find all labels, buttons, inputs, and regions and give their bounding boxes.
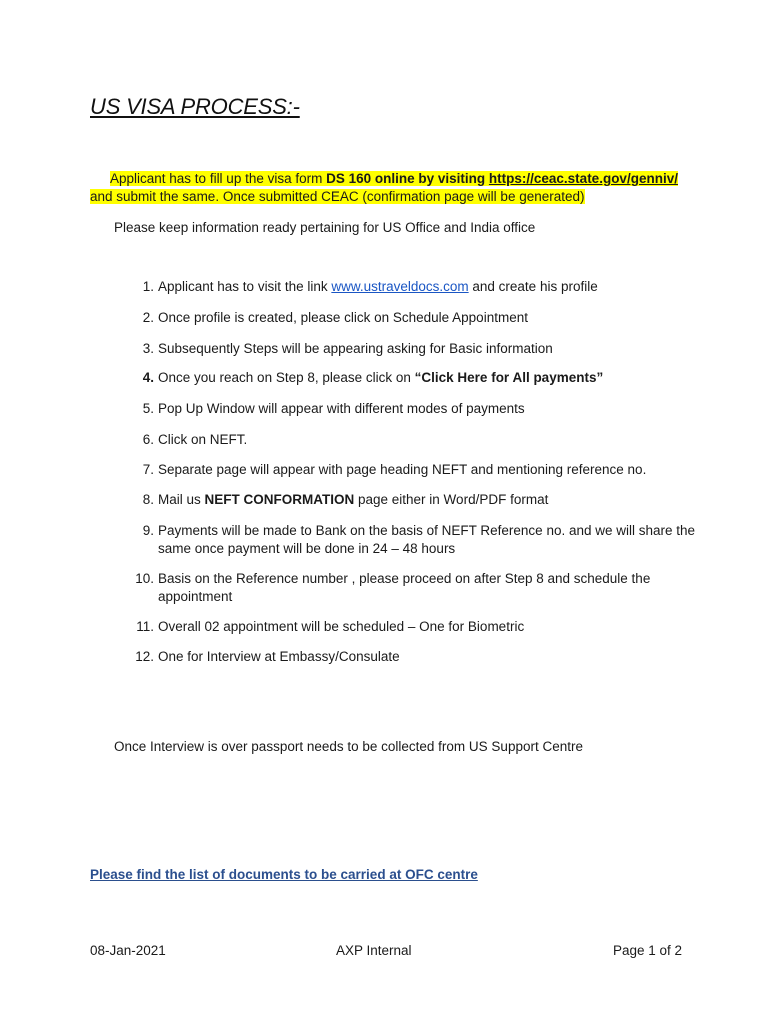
interview-note: Once Interview is over passport needs to be collected from US Support Centre [114,739,583,754]
list-item [130,400,698,418]
step-text: Basis on the Reference number , please proceed on after Step 8 and schedule the appointment [158,571,651,604]
step-text: Applicant has to visit the link [158,279,332,294]
list-item [130,340,698,358]
documents-list-link[interactable]: Please find the list of documents to be carried at OFC centre [90,867,478,882]
step-number: 5. [142,401,154,416]
list-item [130,309,698,327]
keep-info-text: Please keep information ready pertaining for US Office and India office [114,220,536,235]
step-text: and create his profile [468,279,598,294]
step-number: 7. [142,462,154,477]
list-item [130,461,698,479]
step-number: 10. [135,571,154,586]
step-number: 12. [135,649,154,664]
list-item [130,369,698,387]
step-text: One for Interview at Embassy/Consulate [158,649,400,664]
list-item [130,570,698,606]
intro-text-bold: DS 160 online by visiting [326,171,489,186]
list-item [130,618,698,636]
ustraveldocs-link[interactable]: www.ustraveldocs.com [331,279,469,294]
footer-date: 08-Jan-2021 [90,943,166,958]
list-item [130,648,698,666]
step-text: Mail us [158,492,205,507]
step-number: 3. [142,341,154,356]
list-item [130,491,698,509]
step-text: Pop Up Window will appear with different modes of payments [158,401,525,416]
list-item [130,278,698,296]
step-text: Payments will be made to Bank on the basis of NEFT Reference no. and we will share the same once payment will be done in 24 – 48 hours [158,523,696,556]
intro-text-1: Applicant has to fill up the visa form [110,171,327,186]
step-text: Subsequently Steps will be appearing asking for Basic information [158,341,553,356]
step-number: 8. [142,492,154,507]
step-text: Separate page will appear with page heading NEFT and mentioning reference no. [158,462,647,477]
step-text: page either in Word/PDF format [354,492,549,507]
step-number: 1. [142,279,154,294]
step-text: Overall 02 appointment will be scheduled – One for Biometric [158,619,525,634]
step-number: 2. [142,310,154,325]
page-title: US VISA PROCESS:- [90,94,300,119]
step-text: Once profile is created, please click on Schedule Appointment [158,310,528,325]
intro-text-2: and submit the same. Once submitted CEAC (confirmation page will be generated) [90,189,585,204]
footer-classification: AXP Internal [336,943,412,958]
step-text-bold: NEFT CONFORMATION [204,492,355,507]
step-number: 11. [136,619,154,634]
list-item [130,522,698,558]
ceac-link[interactable]: https://ceac.state.gov/genniv/ [488,171,678,186]
step-text: Once you reach on Step 8, please click on [158,370,415,385]
list-item [130,431,698,449]
step-number: 6. [142,432,154,447]
step-text: Click on NEFT. [158,432,248,447]
step-number: 4. [142,370,154,385]
intro-paragraph [90,170,690,206]
step-text-bold: “Click Here for All payments” [414,370,604,385]
footer-page-number: Page 1 of 2 [613,943,683,958]
step-number: 9. [142,523,154,538]
